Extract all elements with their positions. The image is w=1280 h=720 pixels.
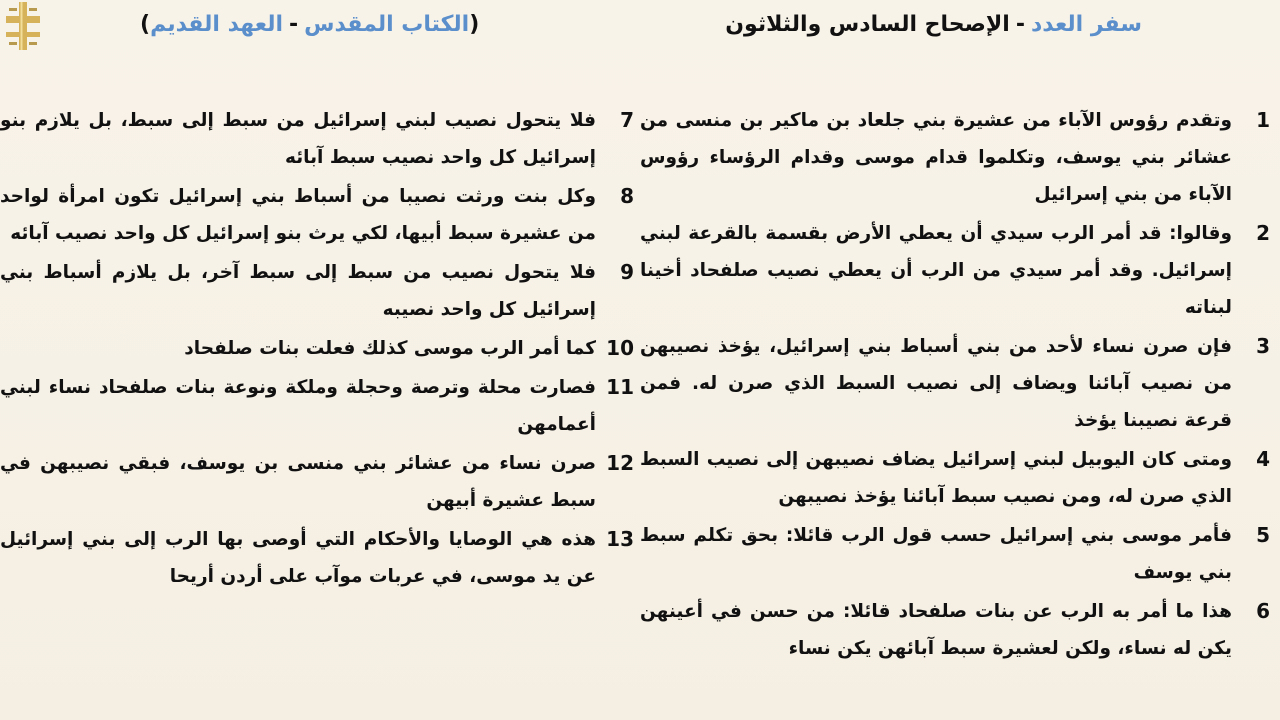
verse-number: 12 (606, 451, 634, 475)
verse-text: هذه هي الوصايا والأحكام التي أوصى بها الرب إلى بني إسرائيل عن يد موسى، في عربات موآب على أردن أريحا (0, 529, 596, 587)
source-title (140, 8, 479, 42)
verse-8 (0, 178, 634, 252)
verse-number: 1 (1256, 108, 1270, 132)
verse-number: 6 (1256, 599, 1270, 623)
book-name: سفر العدد (1030, 12, 1142, 37)
verse-13 (0, 521, 634, 595)
verse-9 (0, 254, 634, 328)
cross-icon (6, 2, 40, 50)
verse-text: وقالوا: قد أمر الرب سيدي أن يعطي الأرض بقسمة بالقرعة لبني إسرائيل. وقد أمر سيدي من الرب أن يعطي نصيب صلفحاد أخينا لبناته (640, 223, 1232, 318)
verse-number: 3 (1256, 334, 1270, 358)
testament-name: العهد القديم (150, 12, 284, 37)
verse-number: 5 (1256, 523, 1270, 547)
verse-text: وكل بنت ورثت نصيبا من أسباط بني إسرائيل تكون امرأة لواحد من عشيرة سبط أبيها، لكي يرث بنو إسرائيل كل واحد نصيب آبائه (0, 186, 596, 244)
verse-text: وتقدم رؤوس الآباء من عشيرة بني جلعاد بن ماكير بن منسى من عشائر بني يوسف، وتكلموا قدام موسى وقدام الرؤساء رؤوس الآباء من بني إسرائيل (640, 110, 1232, 205)
verse-number: 10 (606, 336, 634, 360)
verse-text: صرن نساء من عشائر بني منسى بن يوسف، فبقي نصيبهن في سبط عشيرة أبيهن (0, 453, 596, 511)
verse-10 (0, 330, 634, 367)
title-dash: - (1015, 12, 1025, 37)
verse-text: فصارت محلة وترصة وحجلة وملكة ونوعة بنات صلفحاد نساء لبني أعمامهن (0, 377, 596, 435)
source-dash: - (289, 12, 299, 37)
open-paren: ( (469, 12, 480, 37)
verse-number: 11 (606, 375, 634, 399)
verse-text: فإن صرن نساء لأحد من بني أسباط بني إسرائيل، يؤخذ نصيبهن من نصيب آبائنا ويضاف إلى نصيب السبط الذي صرن له. فمن قرعة نصيبنا يؤخذ (640, 336, 1232, 431)
verse-3 (640, 328, 1270, 439)
close-paren: ) (140, 12, 151, 37)
verse-text: كما أمر الرب موسى كذلك فعلت بنات صلفحاد (184, 338, 596, 359)
chapter-name: الإصحاح السادس والثلاثون (725, 12, 1010, 37)
verse-7 (0, 102, 634, 176)
verse-text: ومتى كان اليوبيل لبني إسرائيل يضاف نصيبهن إلى نصيب السبط الذي صرن له، ومن نصيب سبط آبائنا يؤخذ نصيبهن (640, 449, 1232, 507)
verse-12 (0, 445, 634, 519)
verse-number: 4 (1256, 447, 1270, 471)
verse-text: فلا يتحول نصيب لبني إسرائيل من سبط إلى سبط، بل يلازم بنو إسرائيل كل واحد نصيب سبط آبائه (0, 110, 596, 168)
bible-name: الكتاب المقدس (304, 12, 470, 37)
verse-1 (640, 102, 1270, 213)
chapter-title (725, 8, 1142, 42)
verses-column-left (0, 102, 634, 597)
verse-number: 8 (620, 184, 634, 208)
verse-text: هذا ما أمر به الرب عن بنات صلفحاد قائلا: من حسن في أعينهن يكن له نساء، ولكن لعشيرة سبط آبائهن يكن نساء (640, 601, 1232, 659)
verse-text: فلا يتحول نصيب من سبط إلى سبط آخر، بل يلازم أسباط بني إسرائيل كل واحد نصيبه (0, 262, 596, 320)
verse-number: 7 (620, 108, 634, 132)
verse-number: 13 (606, 527, 634, 551)
verse-5 (640, 517, 1270, 591)
verse-2 (640, 215, 1270, 326)
verse-11 (0, 369, 634, 443)
verses-column-right (640, 102, 1270, 669)
verse-6 (640, 593, 1270, 667)
verse-number: 2 (1256, 221, 1270, 245)
verse-4 (640, 441, 1270, 515)
verse-text: فأمر موسى بني إسرائيل حسب قول الرب قائلا: بحق تكلم سبط بني يوسف (640, 525, 1232, 583)
verse-number: 9 (620, 260, 634, 284)
